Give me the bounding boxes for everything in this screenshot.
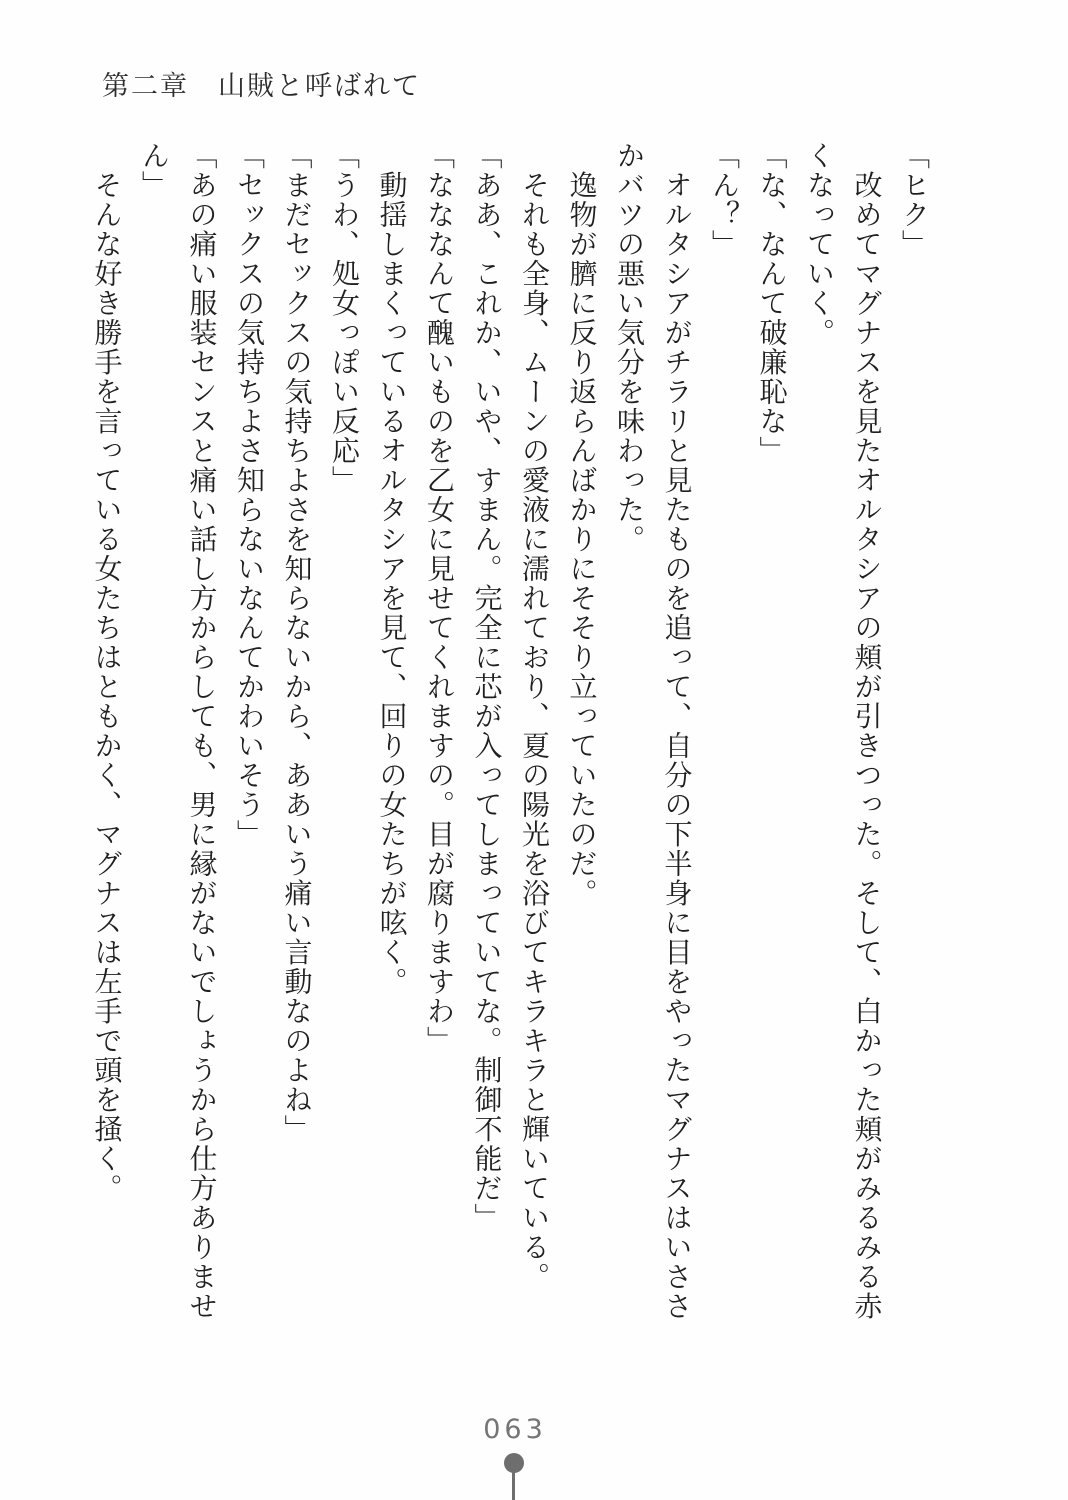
body-text <box>82 141 937 1356</box>
text-column: 動揺しまくっているオルタシアを見て、回りの女たちが呟く。 <box>375 141 407 997</box>
text-column: くなっていく。 <box>803 141 834 348</box>
ornament-line <box>512 1470 515 1500</box>
text-column: 「ん？」 <box>708 141 739 259</box>
text-column: 「うわ、処女っぽい反応」 <box>328 141 359 495</box>
text-column: 「なななんて醜いものを乙女に見せてくれますの。目が腐りますわ」 <box>423 141 454 1056</box>
page-number: 063 <box>483 1414 547 1445</box>
text-column: ん」 <box>138 141 169 200</box>
text-column: 「ヒク」 <box>898 141 929 259</box>
text-column: かバツの悪い気分を味わった。 <box>613 141 644 554</box>
text-column: 「な、なんて破廉恥な」 <box>755 141 787 466</box>
text-column: 「まだセックスの気持ちよさを知らないから、ああいう痛い言動なのよね」 <box>280 141 312 1144</box>
text-column: それも全身、ムーンの愛液に濡れており、夏の陽光を浴びてキラキラと輝いている。 <box>518 141 549 1292</box>
text-column: 改めてマグナスを見たオルタシアの頬が引きつった。そして、白かった頬がみるみる赤 <box>850 141 882 1321</box>
text-column: そんな好き勝手を言っている女たちはともかく、マグナスは左手で頭を掻く。 <box>90 141 122 1203</box>
text-column: 「セックスの気持ちよさ知らないなんてかわいそう」 <box>233 141 264 849</box>
text-column: 「ああ、これか、いや、すまん。完全に芯が入ってしまっていてな。制御不能だ」 <box>470 141 502 1233</box>
text-column: 逸物が臍に反り返らんばかりにそそり立っていたのだ。 <box>565 141 597 908</box>
text-column: オルタシアがチラリと見たものを追って、自分の下半身に目をやったマグナスはいささ <box>660 141 692 1321</box>
chapter-header: 第二章 山賊と呼ばれて <box>102 71 421 101</box>
text-column: 「あの痛い服装センスと痛い話し方からしても、男に縁がないでしょうから仕方ありませ <box>185 141 217 1321</box>
